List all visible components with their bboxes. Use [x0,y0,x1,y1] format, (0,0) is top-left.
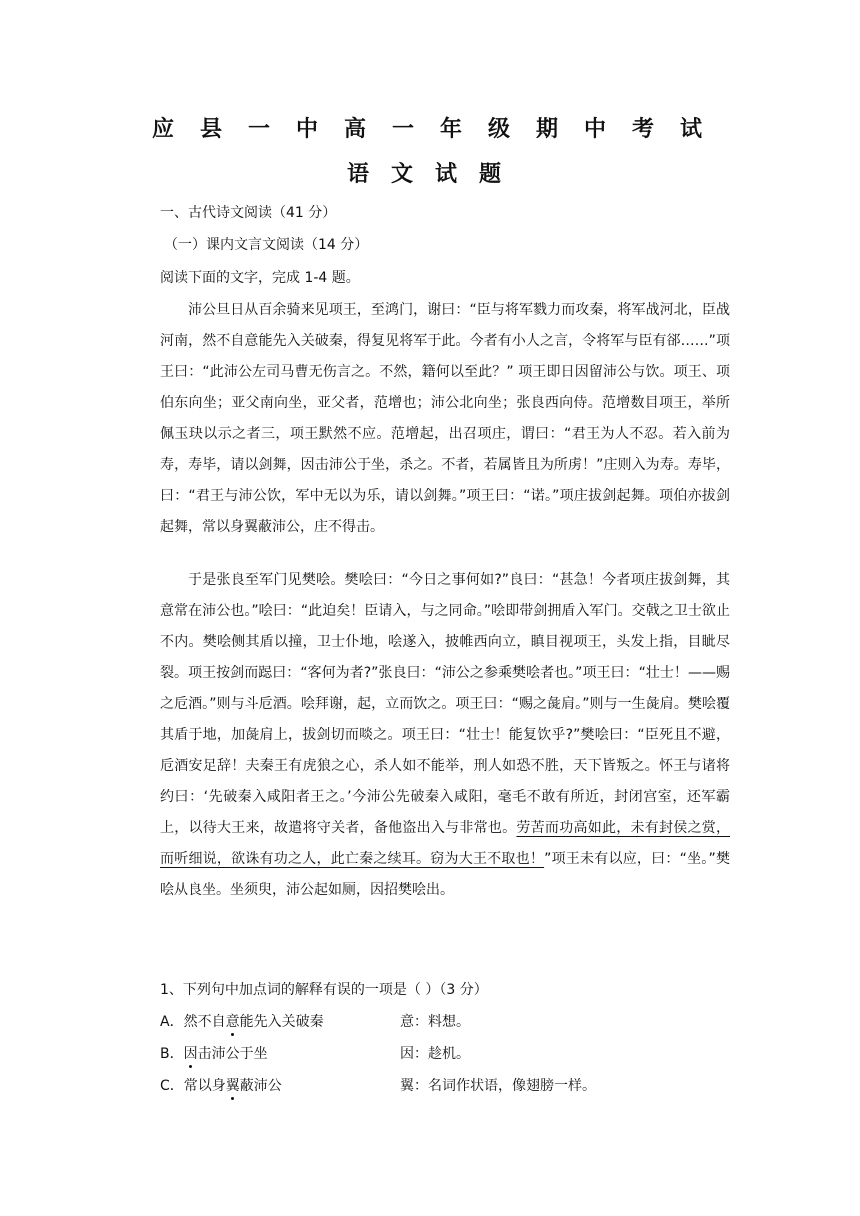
passage-text-end: ”项王未有以应，曰：“坐。”樊哙从良坐。坐须臾，沛公起如厕，因招樊哙出。 [160,851,731,898]
section-heading: 一、古代诗文阅读（41 分） [160,205,337,221]
dotted-word: 翼 [225,1078,240,1094]
exam-title: 应县一中高一年级期中考试 [151,117,728,142]
passage-paragraph-1: 沛公旦日从百余骑来见项王，至鸿门，谢曰：“臣与将军戮力而攻秦，将军战河北，臣战河南，然不自意能先入关破秦，得复见将军于此。今者有小人之言，令将军与臣有郤……”项王曰：“此沛公左司马曹无伤言之。不然，籍何以至此？” 项王即日因留沛公与饮。项王、项伯东向坐；亚父南向坐，亚父者，范增也；沛公北向坐；张良西向侍。范增数目项王，举所佩玉玦以示之者三，项王默然不应。范增起，出召项庄，谓曰：“君王为人不忍。若入前为寿，寿毕，请以剑舞，因击沛公于坐，杀之。不者，若属皆且为所虏！”庄则入为寿。寿毕，曰：“君王与沛公饮，军中无以为乐，请以剑舞。”项王曰：“诺。”项庄拔剑起舞。项伯亦拔剑起舞，常以身翼蔽沛公，庄不得击。 [160,302,730,535]
option-c-gloss: 翼：名词作状语，像翅膀一样。 [400,1078,596,1094]
underlined-sentence: 劳苦而功高如此，未有封侯之赏，而听细说，欲诛有功之人，此亡秦之续耳。窃为大王不取也！ [160,820,731,867]
option-a [160,1012,324,1032]
option-b [160,1044,268,1064]
passage-paragraph-2 [160,565,730,906]
subsection-heading: （一）课内文言文阅读（14 分） [164,237,369,253]
dotted-word: 意 [225,1014,240,1030]
option-c [160,1076,282,1096]
option-a-gloss: 意：料想。 [400,1014,470,1030]
exam-subtitle: 语文试题 [346,162,523,187]
option-text: 然不自 [183,1014,226,1030]
question-1-stem: 1、下列句中加点词的解释有误的一项是（ ）（3 分） [160,982,488,998]
option-b-gloss: 因：趁机。 [400,1046,470,1062]
reading-instruction: 阅读下面的文字，完成 1-4 题。 [160,270,360,286]
option-label: B． [160,1046,184,1062]
option-label: A． [160,1014,184,1030]
passage-text: 于是张良至军门见樊哙。樊哙曰：“今日之事何如?”良曰：“甚急！今者项庄拔剑舞，其意常在沛公也。”哙曰：“此迫矣！臣请入，与之同命。”哙即带剑拥盾入军门。交戟之卫士欲止不内。樊哙侧其盾以撞，卫士仆地，哙遂入，披帷西向立，瞋目视项王，头发上指，目眦尽裂。项王按剑而跽曰：“客何为者?”张良曰：“沛公之参乘樊哙者也。”项王曰：“壮士！——赐之卮酒。”则与斗卮酒。哙拜谢，起，立而饮之。项王曰：“赐之彘肩。”则与一生彘肩。樊哙覆其盾于地，加彘肩上，拔剑切而啖之。项王曰：“壮士！能复饮乎?”樊哙曰：“臣死且不避，卮酒安足辞！夫秦王有虎狼之心，杀人如不能举，刑人如恐不胜，天下皆叛之。怀王与诸将约曰：‘先破秦入咸阳者王之。’今沛公先破秦入咸阳，毫毛不敢有所近，封闭宫室，还军霸上，以待大王来，故遣将守关者，备他盗出入与非常也。 [160,572,730,836]
dotted-word: 因 [183,1046,198,1062]
option-text: 能先入关破秦 [239,1014,324,1030]
option-text: 击沛公于坐 [197,1046,268,1062]
option-text: 蔽沛公 [239,1078,282,1094]
option-text: 常以身 [183,1078,226,1094]
option-label: C． [160,1078,184,1094]
